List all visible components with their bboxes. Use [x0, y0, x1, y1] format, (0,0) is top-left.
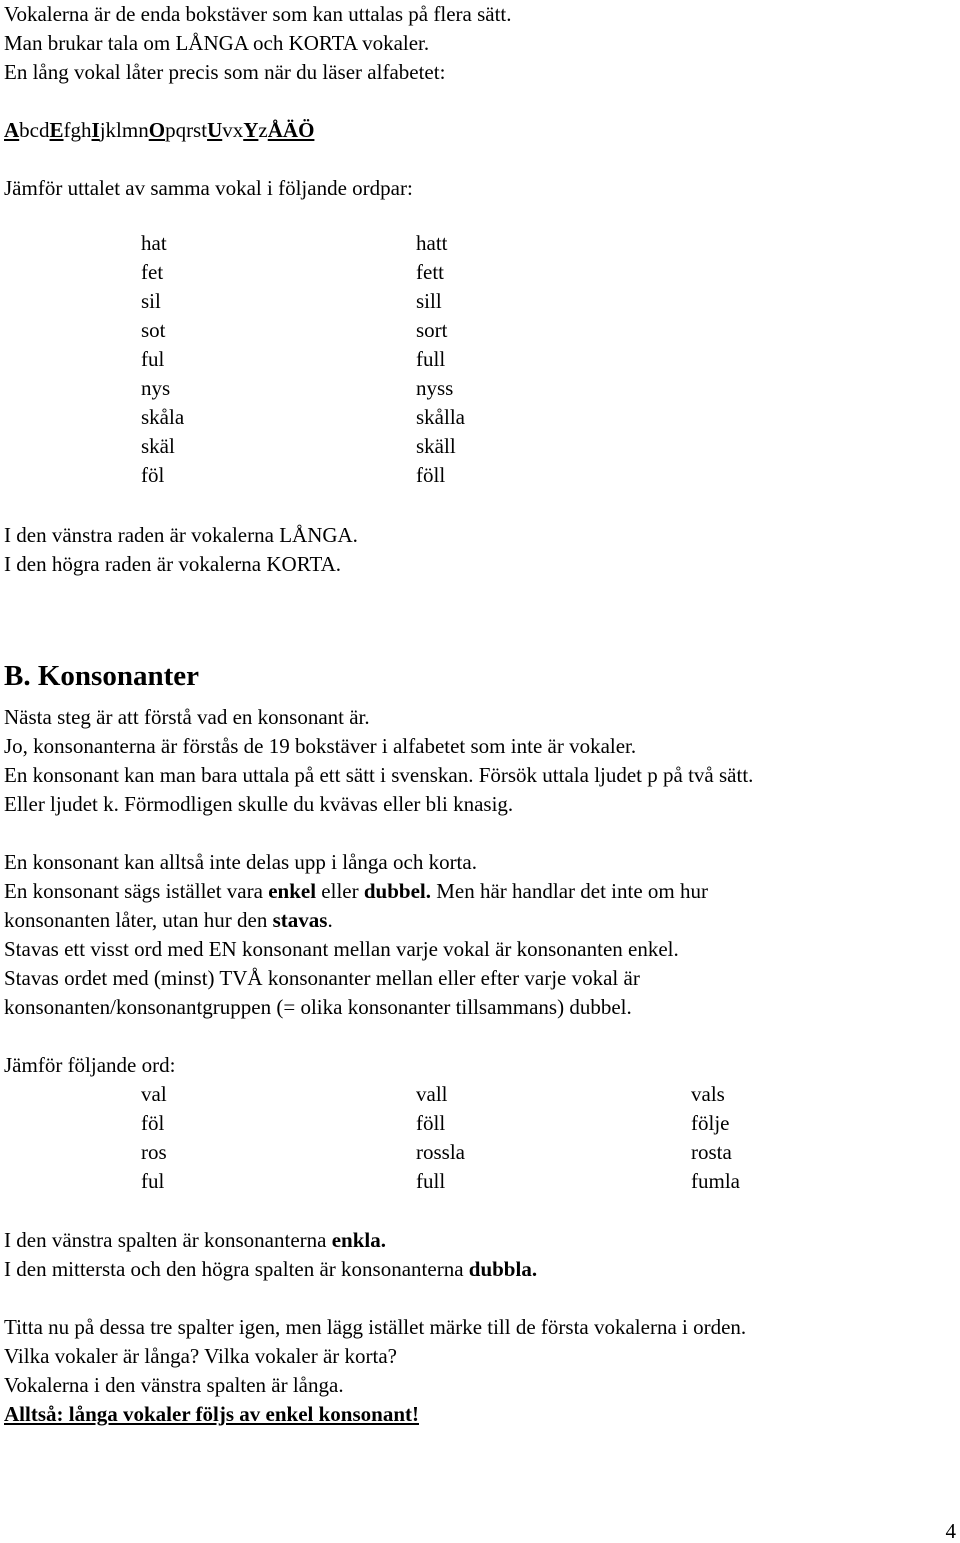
short-vowel-word: full: [416, 347, 446, 371]
word-double-consonant: föll: [416, 1111, 446, 1135]
dubbla-term: dubbla.: [468, 1257, 538, 1281]
short-vowel-word: skäll: [416, 434, 456, 458]
long-vowel-word: hat: [141, 231, 167, 255]
compare-words-intro: Jämför följande ord:: [4, 1053, 176, 1077]
alphabet-line: [4, 116, 314, 145]
word-double-consonant: rossla: [416, 1140, 465, 1164]
enkel-dubbel-line-3: konsonanten låter, utan hur den stavas.: [4, 908, 333, 932]
long-vowel-word: skåla: [141, 405, 185, 429]
page-number: 4: [945, 1519, 956, 1543]
long-vowel-word: skäl: [141, 434, 175, 458]
word-single-consonant: ros: [141, 1140, 167, 1164]
word-double-consonant: full: [416, 1169, 446, 1193]
enkel-dubbel-line-4: Stavas ett visst ord med EN konsonant mellan varje vokal är konsonanten enkel.: [4, 937, 679, 961]
enkel-dubbel-line-2: En konsonant sägs istället vara enkel eller dubbel. Men här handlar det inte om hur: [4, 879, 708, 903]
conclusion: Alltså: långa vokaler följs av enkel konsonant!: [4, 1402, 419, 1426]
alphabet-consonants: z: [258, 118, 268, 142]
final-line-2: Vilka vokaler är långa? Vilka vokaler är korta?: [4, 1344, 397, 1368]
final-line-3: Vokalerna i den vänstra spalten är långa.: [4, 1373, 344, 1397]
alphabet-vowel: A: [4, 118, 20, 142]
short-vowel-word: föll: [416, 463, 446, 487]
alphabet-consonants: bcd: [19, 118, 50, 142]
alphabet-vowel: U: [207, 118, 223, 142]
alphabet-consonants: jklmn: [99, 118, 149, 142]
columns-note-1: I den vänstra spalten är konsonanterna enkla.: [4, 1228, 386, 1252]
long-vowel-word: fet: [141, 260, 164, 284]
section-b-line-4: Eller ljudet k. Förmodligen skulle du kvävas eller bli knasig.: [4, 792, 514, 816]
enkel-dubbel-line-6: konsonanten/konsonantgruppen (= olika konsonanter tillsammans) dubbel.: [4, 995, 632, 1019]
alphabet-vowel: E: [49, 118, 64, 142]
long-vowel-word: sil: [141, 289, 161, 313]
enkel-term: enkel: [268, 879, 317, 903]
pairs-note-1: I den vänstra raden är vokalerna LÅNGA.: [4, 523, 358, 547]
short-vowel-word: hatt: [416, 231, 448, 255]
long-vowel-word: nys: [141, 376, 171, 400]
intro-line-2: Man brukar tala om LÅNGA och KORTA vokaler.: [4, 31, 430, 55]
word-double-consonant: vall: [416, 1082, 448, 1106]
word-single-consonant: föl: [141, 1111, 165, 1135]
section-b-line-3: En konsonant kan man bara uttala på ett sätt i svenskan. Försök uttala ljudet p på två sätt.: [4, 763, 754, 787]
long-vowel-word: ful: [141, 347, 165, 371]
short-vowel-word: sill: [416, 289, 442, 313]
dubbel-term: dubbel.: [363, 879, 431, 903]
short-vowel-word: fett: [416, 260, 444, 284]
enkel-dubbel-line-1: En konsonant kan alltså inte delas upp i långa och korta.: [4, 850, 477, 874]
short-vowel-word: nyss: [416, 376, 454, 400]
alphabet-vowel: I: [91, 118, 100, 142]
section-b-title: B. Konsonanter: [4, 660, 199, 692]
alphabet-consonants: vx: [222, 118, 244, 142]
word-double-consonant: vals: [691, 1082, 725, 1106]
compare-pairs-intro: Jämför uttalet av samma vokal i följande ordpar:: [4, 176, 413, 200]
word-single-consonant: ful: [141, 1169, 165, 1193]
word-single-consonant: val: [141, 1082, 167, 1106]
section-b-line-1: Nästa steg är att förstå vad en konsonant är.: [4, 705, 370, 729]
word-double-consonant: rosta: [691, 1140, 732, 1164]
section-b-line-2: Jo, konsonanterna är förstås de 19 bokstäver i alfabetet som inte är vokaler.: [4, 734, 637, 758]
alphabet-vowel: ÅÄÖ: [267, 118, 315, 142]
long-vowel-word: föl: [141, 463, 165, 487]
alphabet-vowel: O: [148, 118, 166, 142]
enkla-term: enkla.: [331, 1228, 386, 1252]
long-vowel-word: sot: [141, 318, 166, 342]
pairs-note-2: I den högra raden är vokalerna KORTA.: [4, 552, 342, 576]
final-line-1: Titta nu på dessa tre spalter igen, men lägg istället märke till de första vokalerna i orden.: [4, 1315, 747, 1339]
columns-note-2: I den mittersta och den högra spalten är konsonanterna dubbla.: [4, 1257, 538, 1281]
intro-line-1: Vokalerna är de enda bokstäver som kan uttalas på flera sätt.: [4, 2, 512, 26]
stavas-term: stavas: [272, 908, 328, 932]
short-vowel-word: skålla: [416, 405, 465, 429]
enkel-dubbel-line-5: Stavas ordet med (minst) TVÅ konsonanter mellan eller efter varje vokal är: [4, 966, 640, 990]
word-double-consonant: följe: [691, 1111, 730, 1135]
intro-line-3: En lång vokal låter precis som när du läser alfabetet:: [4, 60, 446, 84]
short-vowel-word: sort: [416, 318, 448, 342]
alphabet-consonants: fgh: [63, 118, 92, 142]
word-double-consonant: fumla: [691, 1169, 740, 1193]
alphabet-consonants: pqrst: [165, 118, 208, 142]
alphabet-vowel: Y: [243, 118, 259, 142]
